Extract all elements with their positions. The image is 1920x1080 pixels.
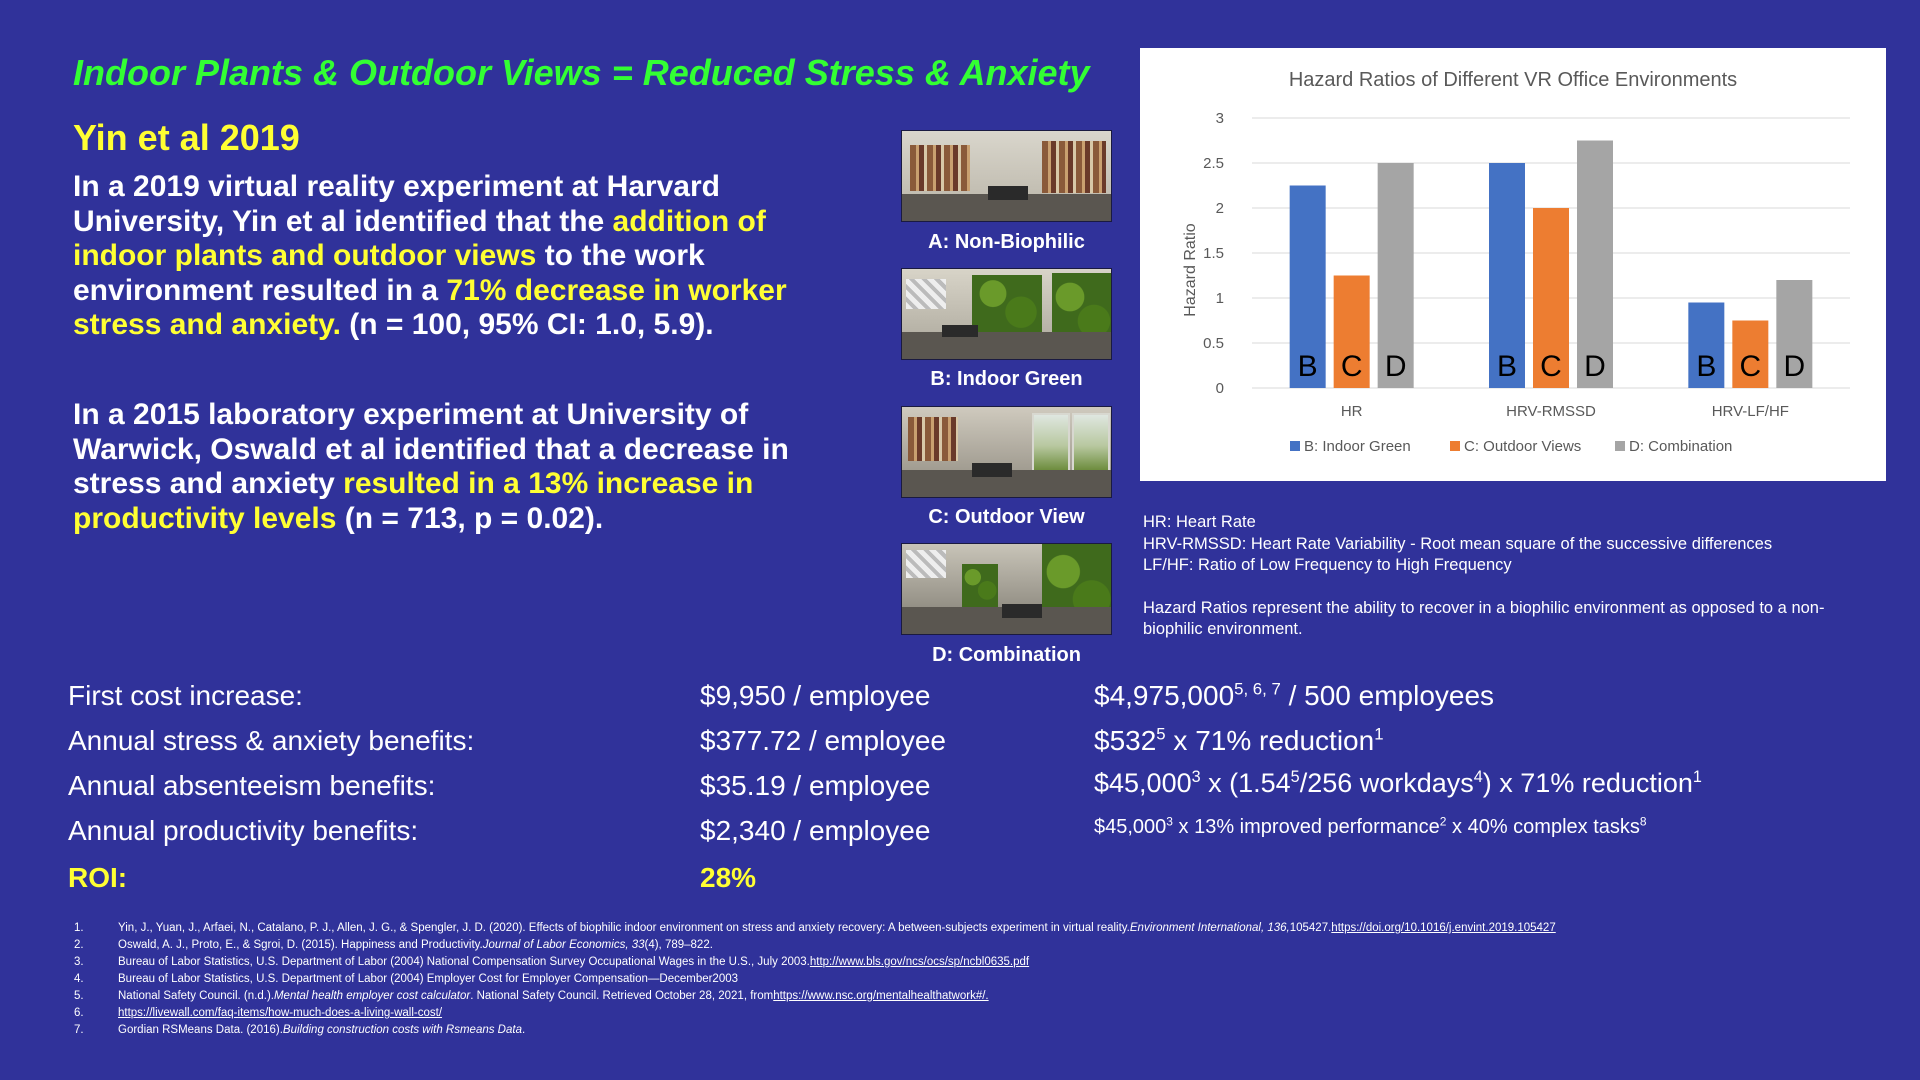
note-lf-hf: LF/HF: Ratio of Low Frequency to High Frequency: [1143, 556, 1512, 574]
reference-link[interactable]: https://www.nsc.org/mentalhealthatwork#/.: [773, 990, 989, 1002]
cost-value-absenteeism: $35.19 / employee: [700, 770, 931, 801]
reference-item: [74, 920, 1894, 937]
chart-notes: [1143, 512, 1883, 641]
paragraph-text: to the work environment resulted in a: [73, 239, 705, 307]
paragraph-text: In a 2015 laboratory experiment at University of Warwick, Oswald et al identified that a decrease in stress and anxiety: [73, 398, 789, 500]
note-hrv-rmssd: HRV-RMSSD: Heart Rate Variability - Root mean square of the successive differences: [1143, 534, 1773, 553]
paragraph-highlight: resulted in a 13% increase in productivity levels: [73, 467, 754, 535]
reference-number: 5.: [74, 990, 84, 1002]
roi-label: ROI:: [68, 862, 128, 893]
cost-formula-productivity: [1094, 816, 1647, 839]
formula-text: $532: [1094, 725, 1157, 756]
formula-text: /256 workdays: [1299, 768, 1474, 798]
cost-label-absenteeism: Annual absenteeism benefits:: [68, 770, 436, 801]
y-tick-label: 2: [1215, 200, 1224, 217]
formula-superscript: 5: [1156, 724, 1166, 744]
y-tick-label: 0.5: [1203, 335, 1224, 352]
paragraph-oswald-study: [73, 398, 873, 536]
hazard-ratio-chart: [1140, 48, 1886, 481]
formula-text: x (1.54: [1200, 768, 1291, 798]
reference-italic: Building construction costs with Rsmeans Data: [282, 1024, 522, 1036]
legend-label: D: Combination: [1629, 438, 1733, 455]
reference-italic: Mental health employer cost calculator: [273, 990, 471, 1002]
legend-swatch: [1450, 441, 1460, 451]
cost-formula-first: [1094, 680, 1494, 712]
cost-label-stress: Annual stress & anxiety benefits:: [68, 725, 475, 756]
bar-letter-label: D: [1584, 350, 1606, 383]
cost-label-first: First cost increase:: [68, 680, 303, 711]
reference-number: 7.: [74, 1024, 84, 1036]
reference-link[interactable]: https://doi.org/10.1016/j.envint.2019.105427: [1331, 922, 1556, 934]
y-tick-label: 1: [1215, 290, 1224, 307]
chart-svg: [1140, 48, 1886, 481]
reference-item: [74, 1022, 1894, 1039]
y-tick-label: 0: [1215, 380, 1224, 397]
formula-superscript: 8: [1639, 814, 1647, 829]
roi-value: 28%: [700, 862, 757, 893]
bar-letter-label: D: [1384, 350, 1407, 383]
reference-italic: Environment International, 136,: [1129, 922, 1290, 934]
reference-text: .: [521, 1024, 526, 1036]
reference-item: [74, 1005, 1894, 1022]
bar-letter-label: B: [1297, 350, 1318, 383]
reference-text: (4), 789–822.: [644, 939, 713, 951]
paragraph-highlight: 71% decrease in worker stress and anxiety.: [73, 273, 787, 341]
paragraph-highlight: addition of indoor plants and outdoor views: [73, 204, 766, 272]
x-tick-label: HR: [1340, 403, 1363, 420]
formula-superscript: 5: [1290, 768, 1300, 786]
reference-text: Oswald, A. J., Proto, E., & Sgroi, D. (2015). Happiness and Productivity.: [118, 939, 483, 951]
formula-text: ) x 71% reduction: [1482, 768, 1693, 798]
reference-item: [74, 971, 1894, 988]
formula-superscript: 1: [1692, 768, 1702, 786]
reference-link[interactable]: https://livewall.com/faq-items/how-much-does-a-living-wall-cost/: [118, 1007, 443, 1019]
note-hazard-ratio: Hazard Ratios represent the ability to recover in a biophilic environment as opposed to a non-biophilic environment.: [1143, 598, 1825, 638]
photo-label: D: Combination: [932, 644, 1081, 666]
photo-indoor-green: [901, 268, 1112, 360]
reference-number: 4.: [74, 973, 84, 985]
cost-value-stress: $377.72 / employee: [700, 725, 946, 756]
cost-label-productivity: Annual productivity benefits:: [68, 815, 419, 846]
chart-title: Hazard Ratios of Different VR Office Environments: [1288, 69, 1738, 91]
photo-outdoor-view: [901, 406, 1112, 498]
reference-text: Bureau of Labor Statistics, U.S. Department of Labor (2004) National Compensation Survey Occupational Wages in the U.S., July 2003.: [118, 956, 810, 968]
legend-label: B: Indoor Green: [1304, 438, 1411, 455]
reference-item: [74, 954, 1894, 971]
reference-text: Gordian RSMeans Data. (2016).: [118, 1024, 283, 1036]
photo-label: A: Non-Biophilic: [928, 231, 1085, 253]
bar-letter-label: B: [1496, 350, 1518, 383]
bar-letter-label: C: [1340, 350, 1363, 383]
x-tick-label: HRV-LF/HF: [1711, 403, 1789, 420]
reference-text: Bureau of Labor Statistics, U.S. Department of Labor (2004) Employer Cost for Employer Compensation—December2003: [118, 973, 739, 985]
reference-number: 3.: [74, 956, 84, 968]
formula-superscript: 1: [1374, 724, 1384, 744]
legend-label: C: Outdoor Views: [1464, 438, 1582, 455]
cost-formula-absenteeism: [1094, 768, 1702, 799]
formula-superscript: 3: [1166, 814, 1173, 829]
bar-letter-label: C: [1540, 350, 1562, 383]
reference-number: 6.: [74, 1007, 84, 1019]
reference-text: . National Safety Council. Retrieved October 28, 2021, from: [470, 990, 774, 1002]
y-axis-label: Hazard Ratio: [1182, 223, 1199, 317]
reference-italic: Journal of Labor Economics, 33: [482, 939, 645, 951]
formula-superscript: 2: [1439, 814, 1447, 829]
formula-text: $4,975,000: [1094, 680, 1235, 711]
formula-superscript: 5, 6, 7: [1234, 679, 1281, 699]
formula-superscript: 3: [1191, 768, 1201, 786]
reference-link[interactable]: http://www.bls.gov/ncs/ocs/sp/ncbl0635.pdf: [809, 956, 1030, 968]
slide-subtitle: Yin et al 2019: [73, 117, 300, 158]
legend-swatch: [1615, 441, 1625, 451]
bar-letter-label: C: [1739, 350, 1762, 383]
formula-text: x 13% improved performance: [1172, 816, 1440, 838]
note-hr: HR: Heart Rate: [1143, 513, 1256, 531]
legend-swatch: [1290, 441, 1300, 451]
x-tick-label: HRV-RMSSD: [1506, 403, 1596, 420]
reference-number: 2.: [74, 939, 84, 951]
formula-text: x 40% complex tasks: [1446, 816, 1640, 838]
references-list: [74, 920, 1894, 1039]
y-tick-label: 3: [1215, 110, 1224, 127]
cost-formula-stress: [1094, 725, 1384, 757]
y-tick-label: 2.5: [1203, 155, 1224, 172]
bar-letter-label: D: [1783, 350, 1806, 383]
reference-item: [74, 988, 1894, 1005]
reference-text: Yin, J., Yuan, J., Arfaei, N., Catalano, P. J., Allen, J. G., & Spengler, J. D. (2020). Effects of biophilic indoor environment on stress and anxiety recovery: A between-subjects experiment in virtual reality.: [118, 922, 1130, 934]
paragraph-text: In a 2019 virtual reality experiment at Harvard University, Yin et al identified that the: [73, 170, 720, 238]
formula-superscript: 4: [1473, 768, 1483, 786]
cost-value-first: $9,950 / employee: [700, 680, 931, 711]
reference-text: National Safety Council. (n.d.).: [118, 990, 274, 1002]
formula-text: x 71% reduction: [1165, 725, 1375, 756]
photo-combination: [901, 543, 1112, 635]
photo-non-biophilic: [901, 130, 1112, 222]
paragraph-text: (n = 713, p = 0.02).: [336, 501, 604, 535]
y-tick-label: 1.5: [1203, 245, 1224, 262]
cost-value-productivity: $2,340 / employee: [700, 815, 931, 846]
photo-label: B: Indoor Green: [930, 368, 1083, 390]
reference-text: 105427.: [1289, 922, 1332, 934]
formula-text: $45,000: [1094, 768, 1192, 798]
photo-label: C: Outdoor View: [928, 506, 1085, 528]
slide-title: Indoor Plants & Outdoor Views = Reduced Stress & Anxiety: [73, 52, 1090, 93]
formula-text: $45,000: [1094, 816, 1167, 838]
bar-letter-label: B: [1696, 350, 1717, 383]
formula-text: / 500 employees: [1280, 680, 1495, 711]
reference-item: [74, 937, 1894, 954]
reference-number: 1.: [74, 922, 84, 934]
paragraph-yin-study: [73, 170, 833, 343]
paragraph-text: (n = 100, 95% CI: 1.0, 5.9).: [340, 308, 714, 341]
